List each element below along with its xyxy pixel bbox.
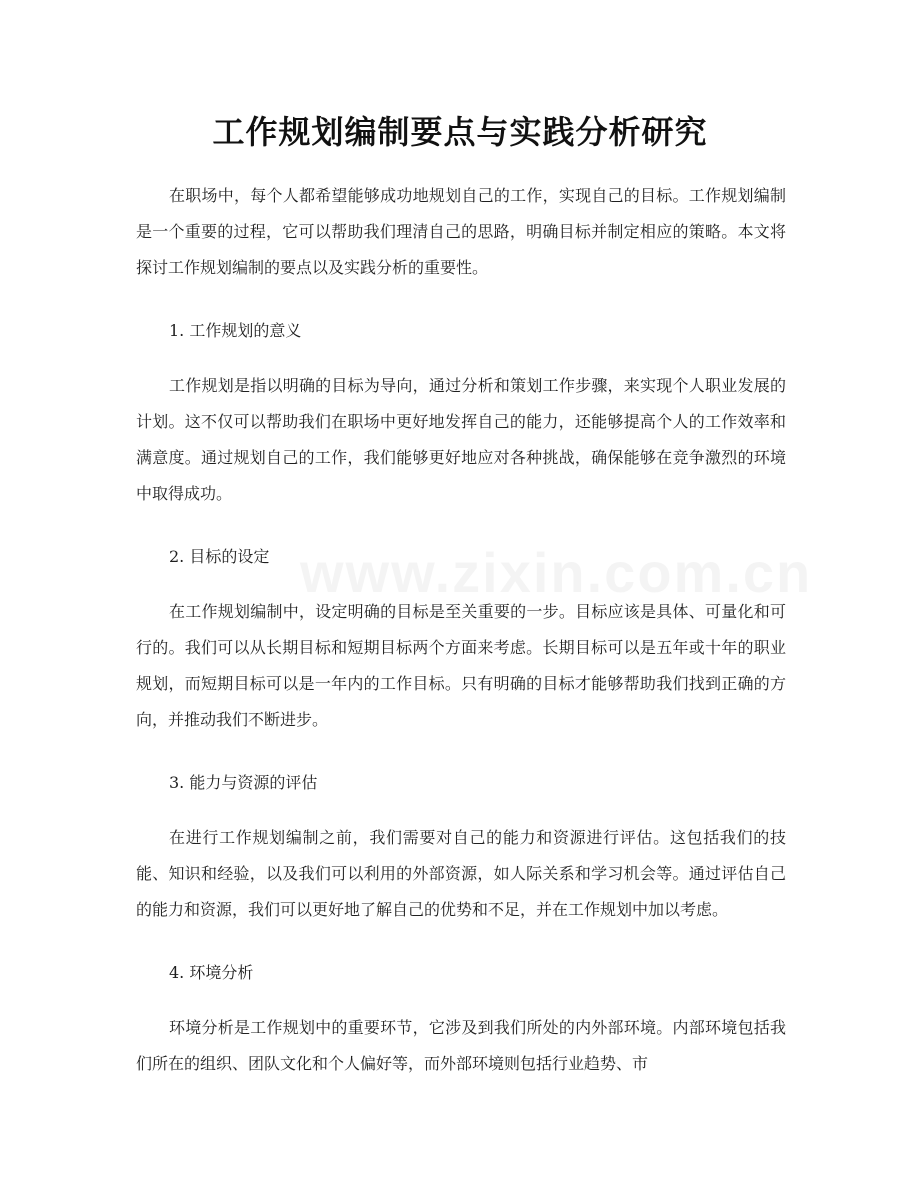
document-body [136,178,786,1109]
section-body-1: 工作规划是指以明确的目标为导向，通过分析和策划工作步骤，来实现个人职业发展的计划。这不仅可以帮助我们在职场中更好地发挥自己的能力，还能够提高个人的工作效率和满意度。通过规划自己的工作，我们能够更好地应对各种挑战，确保能够在竞争激烈的环境中取得成功。 [136,376,786,503]
section-heading-4: 4. 环境分析 [169,963,254,982]
section-body-3: 在进行工作规划编制之前，我们需要对自己的能力和资源进行评估。这包括我们的技能、知识和经验，以及我们可以利用的外部资源，如人际关系和学习机会等。通过评估自己的能力和资源，我们可以更好地了解自己的优势和不足，并在工作规划中加以考虑。 [136,828,786,919]
section-body-4: 环境分析是工作规划中的重要环节，它涉及到我们所处的内外部环境。内部环境包括我们所在的组织、团队文化和个人偏好等，而外部环境则包括行业趋势、市 [136,1018,786,1073]
section-heading-1: 1. 工作规划的意义 [169,321,302,340]
section-body-2: 在工作规划编制中，设定明确的目标是至关重要的一步。目标应该是具体、可量化和可行的。我们可以从长期目标和短期目标两个方面来考虑。长期目标可以是五年或十年的职业规划，而短期目标可以是一年内的工作目标。只有明确的目标才能够帮助我们找到正确的方向，并推动我们不断进步。 [136,602,786,729]
document-title: 工作规划编制要点与实践分析研究 [212,113,708,151]
section-heading-2: 2. 目标的设定 [169,547,270,566]
intro-paragraph: 在职场中，每个人都希望能够成功地规划自己的工作，实现自己的目标。工作规划编制是一个重要的过程，它可以帮助我们理清自己的思路，明确目标并制定相应的策略。本文将探讨工作规划编制的要点以及实践分析的重要性。 [136,186,786,277]
section-heading-3: 3. 能力与资源的评估 [169,773,318,792]
